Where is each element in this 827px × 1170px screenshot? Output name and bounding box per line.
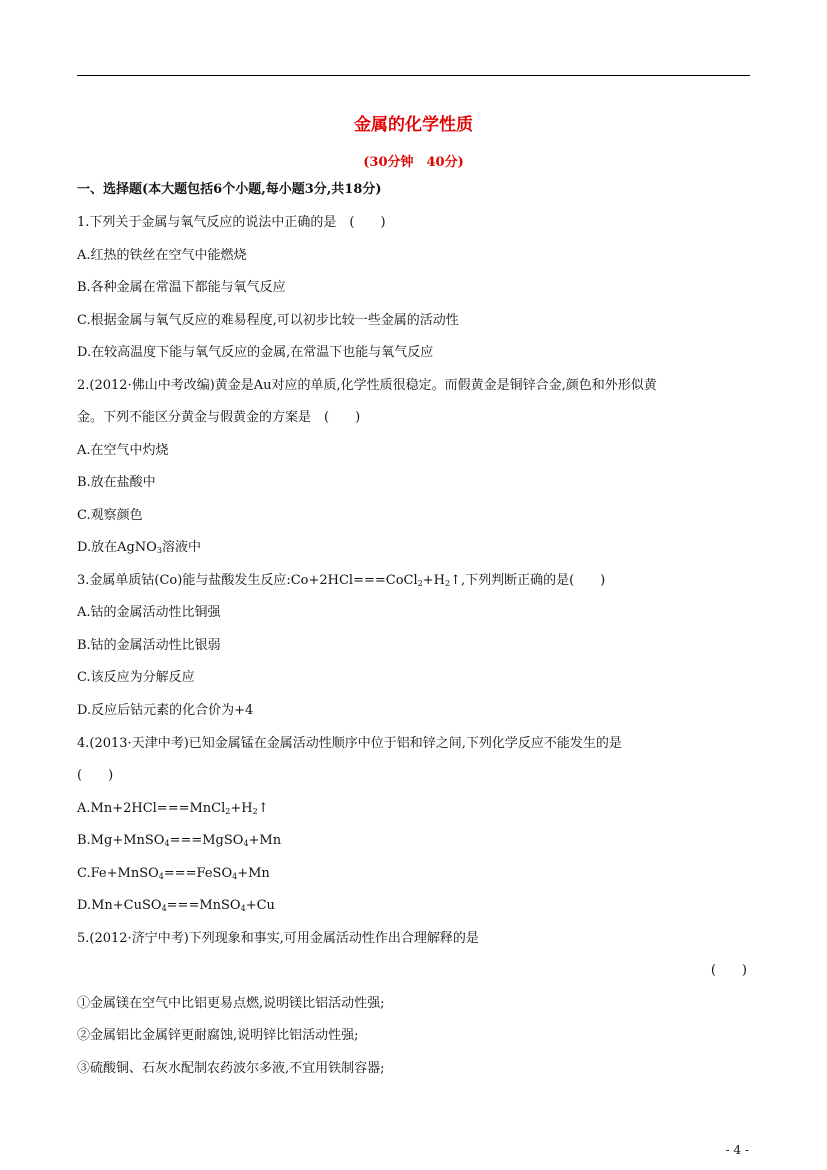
question-4-option-a: $A.Mn+2HCl===MnCl_2+H_2↑$: [77, 801, 269, 816]
question-5-answer-paren: ( ): [710, 963, 747, 978]
question-2-option-b: B.放在盐酸中: [77, 475, 156, 490]
question-4-stem-line1: 4.(2013·天津中考)已知金属锰在金属活动性顺序中位于铝和锌之间,下列化学反应不能发生的是: [77, 736, 622, 751]
question-5-item-1: ①金属镁在空气中比铝更易点燃,说明镁比铝活动性强;: [77, 996, 385, 1011]
section-heading: 一、选择题(本大题包括6个小题,每小题3分,共18分): [77, 182, 382, 197]
page-title: 金属的化学性质: [354, 115, 473, 135]
question-2-stem-line1: 2.(2012·佛山中考改编)黄金是Au对应的单质,化学性质很稳定。而假黄金是铜锌合金,颜色和外形似黄: [77, 378, 657, 393]
question-3-option-c: C.该反应为分解反应: [77, 670, 195, 685]
question-4-stem-line2: ( ): [77, 768, 114, 783]
page-number: - 4 -: [725, 1143, 749, 1157]
question-2-option-a: A.在空气中灼烧: [77, 443, 169, 458]
question-3-stem: 3.金属单质钴(Co)能与盐酸发生反应$:Co+2HCl===CoCl_2+H_2↑$,下列判断正确的是( ): [77, 573, 606, 588]
question-1-option-d: D.在较高温度下能与氧气反应的金属,在常温下也能与氧气反应: [77, 345, 434, 360]
question-3-option-b: B.钴的金属活动性比银弱: [77, 638, 221, 653]
question-1-option-c: C.根据金属与氧气反应的难易程度,可以初步比较一些金属的活动性: [77, 313, 459, 328]
time-score-subtitle: (30分钟 40分): [363, 155, 464, 170]
question-2-option-c: C.观察颜色: [77, 508, 143, 523]
question-2-option-d: D.放在AgNO$_3$溶液中: [77, 540, 201, 555]
question-1-option-a: A.红热的铁丝在空气中能燃烧: [77, 248, 247, 263]
question-4-option-d: D.Mn+CuSO$_4$===MnSO$_4$+Cu: [77, 898, 275, 913]
question-1-stem: 1.下列关于金属与氧气反应的说法中正确的是 ( ): [77, 215, 386, 230]
header-rule: [77, 75, 750, 76]
question-3-option-d: D.反应后钴元素的化合价为+4: [77, 703, 254, 718]
question-4-option-c: C.Fe+MnSO$_4$===FeSO$_4$+Mn: [77, 866, 270, 881]
question-3-option-a: A.钴的金属活动性比铜强: [77, 605, 221, 620]
question-1-option-b: B.各种金属在常温下都能与氧气反应: [77, 280, 286, 295]
question-5-item-2: ②金属铝比金属锌更耐腐蚀,说明锌比铝活动性强;: [77, 1028, 359, 1043]
question-5-item-3: ③硫酸铜、石灰水配制农药波尔多液,不宜用铁制容器;: [77, 1061, 385, 1076]
question-2-stem-line2: 金。下列不能区分黄金与假黄金的方案是 ( ): [77, 410, 361, 425]
question-5-stem: 5.(2012·济宁中考)下列现象和事实,可用金属活动性作出合理解释的是: [77, 931, 479, 946]
question-4-option-b: B.Mg+MnSO$_4$===MgSO$_4$+Mn: [77, 833, 282, 848]
